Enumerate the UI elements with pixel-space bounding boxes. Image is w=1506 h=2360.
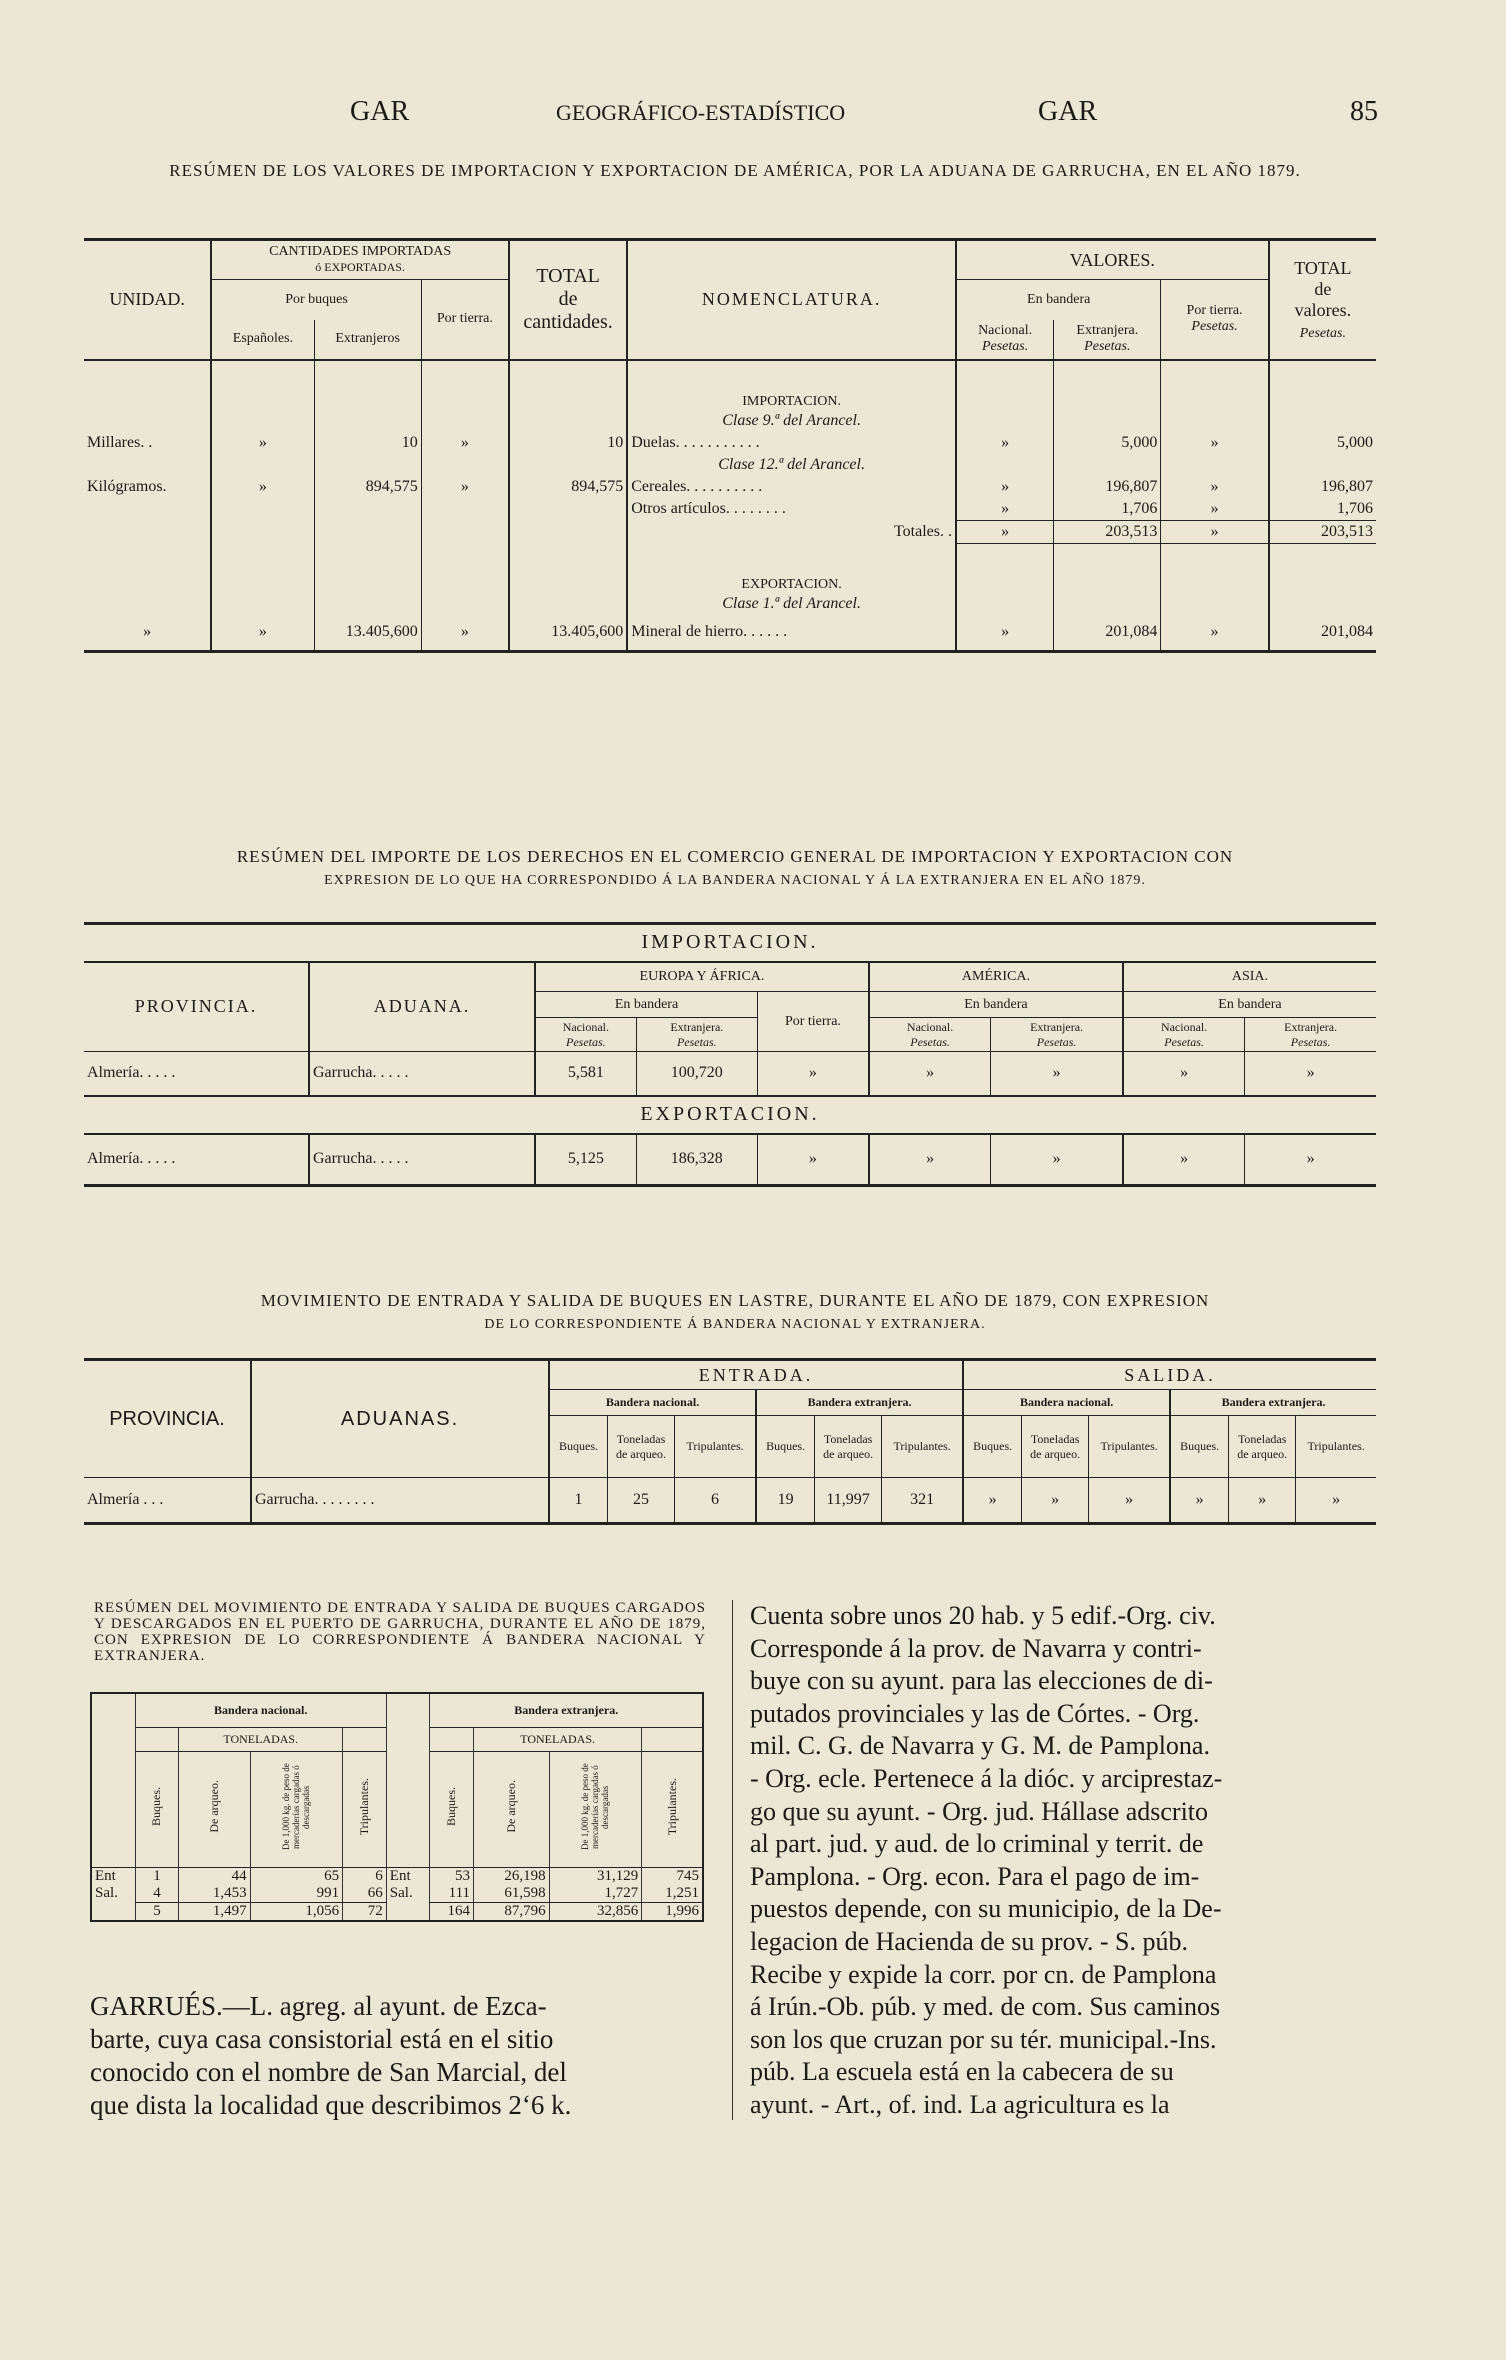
right-line: Corresponde á la prov. de Navarra y contri- xyxy=(750,1633,1202,1663)
t2-cell: » xyxy=(1245,1134,1376,1186)
t1-head-extranjera xyxy=(1054,320,1161,360)
t4-v-trip-2: Tripulantes. xyxy=(664,1777,679,1836)
t2-h-ext-3 xyxy=(1245,1018,1376,1052)
t4-cell: 991 xyxy=(250,1885,343,1903)
t4-row-total xyxy=(91,1902,703,1921)
t1-head-total-2: de xyxy=(558,288,578,311)
left-line: conocido con el nombre de San Marcial, del xyxy=(90,2057,567,2087)
right-line: buye con su ayunt. para las elecciones de di- xyxy=(750,1666,1213,1696)
t1-cell: 1,706 xyxy=(1054,498,1161,521)
t2-import-head: IMPORTACION. xyxy=(641,931,819,954)
t3-bnac-1: Bandera nacional. xyxy=(549,1390,756,1416)
page-number: 85 xyxy=(1350,96,1378,127)
t1-cell: 196,807 xyxy=(1054,476,1161,498)
t2-cell: » xyxy=(1123,1134,1245,1186)
t4-cell: 65 xyxy=(250,1867,343,1885)
right-line: mil. C. G. de Navarra y G. M. de Pamplona. xyxy=(750,1731,1210,1761)
t1-cell: Millares. . xyxy=(87,433,153,451)
t1-head-unidad: UNIDAD. xyxy=(109,289,185,310)
right-line: á Irún.-Ob. púb. y med. de com. Sus caminos xyxy=(750,1992,1221,2022)
t1-head-tv-3: valores. xyxy=(1294,299,1352,320)
t2-head-bandera-2: En bandera xyxy=(869,992,1123,1018)
t3-cell: Garrucha. . . . . . . . xyxy=(251,1478,549,1524)
right-line: Recibe y expide la corr. por cn. de Pamplona xyxy=(750,1959,1217,1989)
left-line: que dista la localidad que describimos 2‘6 k. xyxy=(90,2090,572,2120)
t4-cell: 111 xyxy=(430,1885,474,1903)
t1-head-ptierra-pes: Pesetas. xyxy=(1191,319,1238,335)
t1-head-ptierra xyxy=(1161,280,1269,360)
t1-cell: Cereales. . . . . . . . . . xyxy=(627,476,956,498)
t3-head-aduanas: ADUANAS. xyxy=(251,1360,549,1478)
t1-cell: » xyxy=(211,615,314,651)
t4-cell: 4 xyxy=(135,1885,179,1903)
t4-v-arqueo-1: De arqueo. xyxy=(206,1780,221,1833)
t4-cell: 66 xyxy=(343,1885,387,1903)
t3-cell: » xyxy=(1170,1478,1229,1524)
t3-cell: 1 xyxy=(549,1478,608,1524)
t2-cell: Garrucha. . . . . xyxy=(309,1134,535,1186)
t1-cell: 894,575 xyxy=(314,476,421,498)
t3-h-buq-4: Buques. xyxy=(1170,1416,1229,1478)
t1-cell: » xyxy=(1161,615,1269,651)
table1 xyxy=(84,238,1376,653)
column-divider xyxy=(732,1600,733,2120)
table3-title-1: MOVIMIENTO DE ENTRADA Y SALIDA DE BUQUES EN LASTRE, DURANTE EL AÑO DE 1879, CON EXPRESION xyxy=(260,1291,1210,1310)
t4-v-trip-1: Tripulantes. xyxy=(356,1777,371,1836)
t2-head-bandera-1: En bandera xyxy=(535,992,757,1018)
t4-cell: 53 xyxy=(430,1867,474,1885)
table1-title: RESÚMEN DE LOS VALORES DE IMPORTACION Y EXPORTACION DE AMÉRICA, POR LA ADUANA DE GARRUCHA, EN EL AÑO 1879. xyxy=(169,161,1301,180)
t1-head-espanoles: Españoles. xyxy=(211,320,314,360)
table2-title-2: EXPRESION DE LO QUE HA CORRESPONDIDO Á LA BANDERA NACIONAL Y Á LA EXTRANJERA EN EL AÑO 1879. xyxy=(324,873,1146,888)
t3-cell: Almería . . . xyxy=(87,1491,164,1508)
right-line: putados provinciales y las de Córtes. - Org. xyxy=(750,1698,1200,1728)
t3-h-ton-1: Toneladas de arqueo. xyxy=(608,1416,675,1478)
t2-h-ext-1 xyxy=(636,1018,757,1052)
t4-v-buques-2: Buques. xyxy=(444,1787,459,1826)
t1-cell: » xyxy=(956,520,1054,543)
t1-cell: 10 xyxy=(509,432,627,454)
t2-head-portierra: Por tierra. xyxy=(757,992,868,1052)
t4-row-ent xyxy=(91,1867,703,1885)
table2-title xyxy=(90,846,1380,892)
t1-clase9: Clase 9.ª del Arancel. xyxy=(627,410,956,432)
header-center: GEOGRÁFICO-ESTADÍSTICO xyxy=(556,100,846,125)
t2-h-nac-1-p: Pesetas. xyxy=(566,1034,606,1049)
t1-cell: » xyxy=(1161,520,1269,543)
t4-cell: 1 xyxy=(135,1867,179,1885)
right-line: go que su ayunt. - Org. jud. Hállase adscrito xyxy=(750,1796,1209,1826)
t3-cell: » xyxy=(1229,1478,1296,1524)
t4-v-peso-2: De 1,000 kg. de peso de mercaderías cargadas ó descargadas xyxy=(580,1763,611,1850)
table2-title-1: RESÚMEN DEL IMPORTE DE LOS DERECHOS EN EL COMERCIO GENERAL DE IMPORTACION Y EXPORTACION CON xyxy=(236,847,1234,866)
t1-row-cereales xyxy=(84,476,1376,498)
t4-cell xyxy=(386,1902,430,1921)
right-line: son los que cruzan por su tér. municipal.-Ins. xyxy=(750,2024,1217,2054)
t1-head-cant-2: ó EXPORTADAS. xyxy=(315,260,405,274)
t2-head-asia: ASIA. xyxy=(1123,962,1376,992)
t4-v-buques-1: Buques. xyxy=(149,1787,164,1826)
t2-h-ext-3-p: Pesetas. xyxy=(1290,1034,1331,1049)
right-line: Pamplona. - Org. econ. Para el pago de im- xyxy=(750,1861,1200,1891)
t3-h-ton-2: Toneladas de arqueo. xyxy=(815,1416,882,1478)
t1-head-total xyxy=(509,240,627,360)
t1-sec-import: IMPORTACION. xyxy=(627,360,956,410)
right-line: al part. jud. y aud. de lo criminal y territ. de xyxy=(750,1829,1204,1859)
t1-totales-label: Totales. . xyxy=(627,520,956,543)
t3-cell: » xyxy=(1296,1478,1376,1524)
t3-h-trip-3: Tripulantes. xyxy=(1089,1416,1171,1478)
t4-cell: Ent xyxy=(95,1867,116,1884)
t1-cell: 201,084 xyxy=(1269,615,1376,651)
t1-cell: 203,513 xyxy=(1269,520,1376,543)
t2-h-ext-1-l: Extranjera. xyxy=(670,1019,724,1034)
t2-h-ext-2-p: Pesetas. xyxy=(1036,1034,1077,1049)
t4-cell: 1,453 xyxy=(179,1885,250,1903)
table3 xyxy=(84,1358,1376,1525)
t2-cell: » xyxy=(991,1052,1123,1096)
t1-cell: 196,807 xyxy=(1269,476,1376,498)
left-line: GARRUÉS.—L. agreg. al ayunt. de Ezca- xyxy=(90,1991,547,2021)
t1-row-totales xyxy=(84,520,1376,543)
t2-cell: » xyxy=(1245,1052,1376,1096)
t1-head-bandera: En bandera xyxy=(956,280,1161,320)
t3-cell: 19 xyxy=(756,1478,815,1524)
t2-h-nac-3 xyxy=(1123,1018,1245,1052)
t4-cell: 26,198 xyxy=(474,1867,550,1885)
t1-cell: » xyxy=(421,615,509,651)
t4-row-sal xyxy=(91,1885,703,1903)
t1-cell: » xyxy=(421,476,509,498)
right-line: legacion de Hacienda de su prov. - S. púb. xyxy=(750,1926,1189,1956)
t3-cell: 6 xyxy=(675,1478,757,1524)
t2-head-europa: EUROPA Y ÁFRICA. xyxy=(535,962,869,992)
t4-cell: 5 xyxy=(135,1902,179,1921)
right-line: púb. La escuela está en la cabecera de su xyxy=(750,2057,1174,2087)
t2-h-ext-2-l: Extranjera. xyxy=(1030,1019,1084,1034)
t1-cell: Otros artículos. . . . . . . . xyxy=(627,498,956,521)
t2-cell: » xyxy=(991,1134,1123,1186)
header-right: GAR xyxy=(1038,96,1098,127)
t3-cell: » xyxy=(963,1478,1022,1524)
t3-head-entrada: ENTRADA. xyxy=(549,1360,963,1390)
t4-bext: Bandera extranjera. xyxy=(430,1693,703,1727)
t2-h-ext-1-p: Pesetas. xyxy=(676,1034,717,1049)
t4-cell: 61,598 xyxy=(474,1885,550,1903)
t3-row xyxy=(84,1478,1376,1524)
t1-cell: » xyxy=(421,432,509,454)
t1-head-nomenclatura: NOMENCLATURA. xyxy=(627,240,956,360)
t1-cell: » xyxy=(1161,476,1269,498)
t1-cell: Duelas. . . . . . . . . . . xyxy=(627,432,956,454)
t4-cell: 44 xyxy=(179,1867,250,1885)
t1-cell: 1,706 xyxy=(1269,498,1376,521)
t2-head-aduana: ADUANA. xyxy=(309,962,535,1052)
t4-cell: 31,129 xyxy=(549,1867,642,1885)
t1-cell: » xyxy=(143,623,152,641)
t2-cell: » xyxy=(1123,1052,1245,1096)
t1-head-ptierra-l: Por tierra. xyxy=(1186,303,1243,319)
t2-h-nac-2-p: Pesetas. xyxy=(910,1034,950,1049)
t4-cell: 1,497 xyxy=(179,1902,250,1921)
t3-bext-2: Bandera extranjera. xyxy=(1170,1390,1376,1416)
t1-cell: 10 xyxy=(314,432,421,454)
t1-cell: Kilógramos. xyxy=(87,477,167,495)
t1-clase12: Clase 12.ª del Arancel. xyxy=(627,454,956,476)
t4-cell: Sal. xyxy=(95,1884,118,1901)
right-line: - Org. ecle. Pertenece á la dióc. y arciprestaz- xyxy=(750,1763,1223,1793)
t1-head-nac-pes: Pesetas. xyxy=(981,339,1029,354)
t1-sec-export: EXPORTACION. xyxy=(627,543,956,593)
t1-head-total-3: cantidades. xyxy=(523,311,613,334)
table4 xyxy=(90,1692,704,1922)
t1-cell: Mineral de hierro. . . . . . xyxy=(627,615,956,651)
right-line: Cuenta sobre unos 20 hab. y 5 edif.-Org. civ. xyxy=(750,1601,1216,1630)
t4-ton-1: TONELADAS. xyxy=(179,1727,343,1751)
t4-cell: 1,056 xyxy=(250,1902,343,1921)
t2-cell: Almería. . . . . xyxy=(87,1064,176,1082)
t2-cell: » xyxy=(869,1134,991,1186)
t2-head-america: AMÉRICA. xyxy=(869,962,1123,992)
left-body-text xyxy=(90,1990,710,2122)
t4-bnac: Bandera nacional. xyxy=(135,1693,386,1727)
t3-bnac-2: Bandera nacional. xyxy=(963,1390,1170,1416)
t3-bext-1: Bandera extranjera. xyxy=(756,1390,963,1416)
t4-cell: 6 xyxy=(343,1867,387,1885)
t1-cell: » xyxy=(956,476,1054,498)
t1-head-ext-pes: Pesetas. xyxy=(1084,339,1131,354)
t1-head-nac-l: Nacional. xyxy=(978,323,1033,338)
t2-h-nac-2-l: Nacional. xyxy=(906,1019,954,1034)
t1-head-nacional xyxy=(956,320,1054,360)
t2-h-ext-2 xyxy=(991,1018,1123,1052)
t1-head-tierra: Por tierra. xyxy=(421,280,509,360)
t1-cell: » xyxy=(211,432,314,454)
t1-cell: 894,575 xyxy=(509,476,627,498)
t3-h-buq-1: Buques. xyxy=(549,1416,608,1478)
t1-cell: » xyxy=(1161,432,1269,454)
t3-h-trip-1: Tripulantes. xyxy=(675,1416,757,1478)
t1-head-total-1: TOTAL xyxy=(536,265,600,288)
t1-row-otros xyxy=(84,498,1376,521)
t1-cell: » xyxy=(1161,498,1269,521)
t1-row-duelas xyxy=(84,432,1376,454)
t1-cell: 13.405,600 xyxy=(509,615,627,651)
t2-export-head: EXPORTACION. xyxy=(640,1103,820,1125)
t2-h-nac-1-l: Nacional. xyxy=(562,1019,609,1034)
t2-h-nac-2 xyxy=(869,1018,991,1052)
t1-head-tv-pes: Pesetas. xyxy=(1299,325,1346,341)
t4-ton-2: TONELADAS. xyxy=(474,1727,642,1751)
t1-cell: 203,513 xyxy=(1054,520,1161,543)
t1-cell: » xyxy=(956,498,1054,521)
t1-cell: 201,084 xyxy=(1054,615,1161,651)
t1-head-cantidades xyxy=(211,240,509,280)
t4-cell: 745 xyxy=(642,1867,703,1885)
t3-h-buq-2: Buques. xyxy=(756,1416,815,1478)
t3-head-salida: SALIDA. xyxy=(963,1360,1376,1390)
t1-head-extranjeros: Extranjeros xyxy=(314,320,421,360)
t2-cell: » xyxy=(757,1052,868,1096)
t4-cell: Sal. xyxy=(386,1885,430,1903)
table4-title: RESÚMEN DEL MOVIMIENTO DE ENTRADA Y SALIDA DE BUQUES CARGADOS Y DESCARGADOS EN EL PUERTO DE GARRUCHA, DURANTE EL AÑO DE 1879, CON EXPRESION DE LO CORRESPONDIENTE Á BANDERA NACIONAL Y EXTRANJERA. xyxy=(94,1600,706,1664)
t1-head-total-valores xyxy=(1269,240,1376,360)
t1-head-valores: VALORES. xyxy=(956,240,1269,280)
t1-clase1: Clase 1.ª del Arancel. xyxy=(627,593,956,615)
t1-cell: 5,000 xyxy=(1269,432,1376,454)
header-left: GAR xyxy=(350,96,410,127)
t4-v-arqueo-2: De arqueo. xyxy=(503,1780,518,1833)
t4-cell xyxy=(91,1902,135,1921)
t4-v-peso-1: De 1,000 kg. de peso de mercaderías cargadas ó descargadas xyxy=(281,1763,312,1850)
t1-head-tv-2: de xyxy=(1314,278,1332,299)
t2-h-nac-1 xyxy=(535,1018,636,1052)
t4-cell: Ent xyxy=(386,1867,430,1885)
left-line: barte, cuya casa consistorial está en el sitio xyxy=(90,2024,554,2054)
t2-cell: » xyxy=(757,1134,868,1186)
t2-export-row xyxy=(84,1134,1376,1186)
t1-head-cant-1: CANTIDADES IMPORTADAS xyxy=(269,244,452,259)
t3-cell: 11,997 xyxy=(815,1478,882,1524)
t3-h-ton-3: Toneladas de arqueo. xyxy=(1022,1416,1089,1478)
t3-cell: » xyxy=(1089,1478,1171,1524)
t1-cell: 5,000 xyxy=(1054,432,1161,454)
t1-row-mineral xyxy=(84,615,1376,651)
table3-title xyxy=(90,1290,1380,1336)
right-line: puestos depende, con su municipio, de la De- xyxy=(750,1894,1222,1924)
t1-head-tv-1: TOTAL xyxy=(1294,257,1352,278)
running-header xyxy=(0,96,1506,136)
t4-cell: 164 xyxy=(430,1902,474,1921)
t4-cell: 1,251 xyxy=(642,1885,703,1903)
t2-h-nac-3-l: Nacional. xyxy=(1160,1019,1208,1034)
t3-cell: » xyxy=(1022,1478,1089,1524)
t2-cell: 186,328 xyxy=(636,1134,757,1186)
right-line: ayunt. - Art., of. ind. La agricultura es la xyxy=(750,2089,1170,2119)
t2-cell: » xyxy=(869,1052,991,1096)
right-body-text xyxy=(750,1600,1390,2122)
table2 xyxy=(84,922,1376,1187)
t3-h-buq-3: Buques. xyxy=(963,1416,1022,1478)
t1-head-ext-l: Extranjera. xyxy=(1076,323,1139,338)
t4-cell: 72 xyxy=(343,1902,387,1921)
t2-h-nac-3-p: Pesetas. xyxy=(1164,1034,1204,1049)
t3-cell: 25 xyxy=(608,1478,675,1524)
t2-cell: Almería. . . . . xyxy=(87,1150,176,1168)
t1-cell: » xyxy=(956,615,1054,651)
t3-h-ton-4: Toneladas de arqueo. xyxy=(1229,1416,1296,1478)
t3-h-trip-4: Tripulantes. xyxy=(1296,1416,1376,1478)
t4-cell: 1,727 xyxy=(549,1885,642,1903)
t2-cell: Garrucha. . . . . xyxy=(309,1052,535,1096)
t1-cell: 13.405,600 xyxy=(314,615,421,651)
t3-h-trip-2: Tripulantes. xyxy=(882,1416,964,1478)
t2-h-ext-3-l: Extranjera. xyxy=(1284,1019,1338,1034)
t2-import-row xyxy=(84,1052,1376,1096)
t3-cell: 321 xyxy=(882,1478,964,1524)
t1-cell: » xyxy=(956,432,1054,454)
table3-title-2: DE LO CORRESPONDIENTE Á BANDERA NACIONAL Y EXTRANJERA. xyxy=(484,1317,986,1332)
t2-head-bandera-3: En bandera xyxy=(1123,992,1376,1018)
t2-cell: 5,581 xyxy=(535,1052,636,1096)
t3-head-provincia: PROVINCIA. xyxy=(109,1407,225,1430)
t4-cell: 1,996 xyxy=(642,1902,703,1921)
t1-cell: » xyxy=(211,476,314,498)
t2-head-provincia: PROVINCIA. xyxy=(134,996,258,1017)
t4-cell: 87,796 xyxy=(474,1902,550,1921)
t2-cell: 100,720 xyxy=(636,1052,757,1096)
t4-cell: 32,856 xyxy=(549,1902,642,1921)
t1-head-buques: Por buques xyxy=(211,280,421,320)
t2-cell: 5,125 xyxy=(535,1134,636,1186)
